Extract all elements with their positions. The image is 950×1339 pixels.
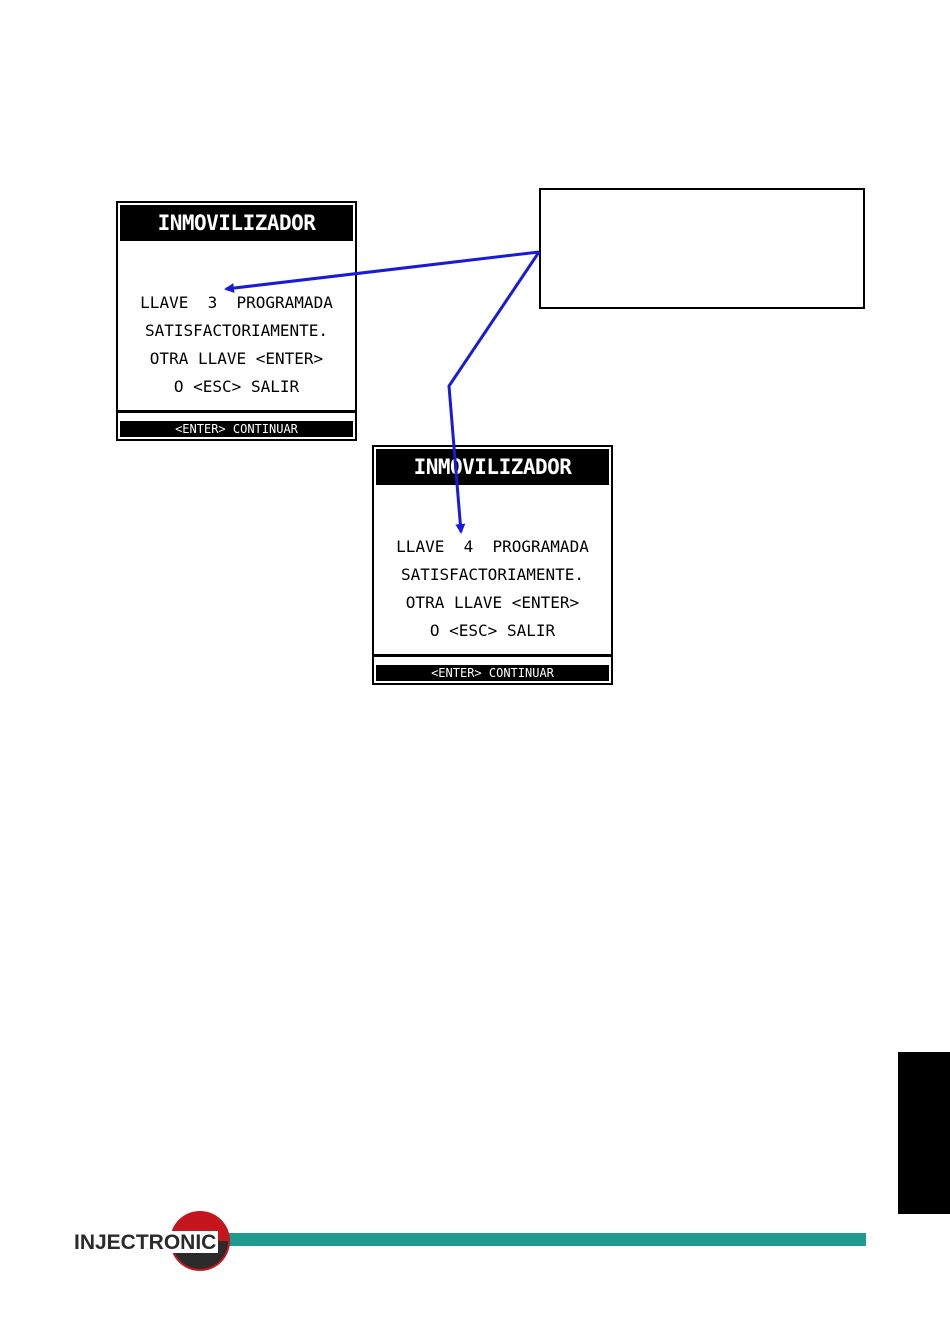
section-side-tab (898, 1052, 950, 1214)
arrow-to-llave-3 (226, 252, 539, 289)
screen-1-line-3: OTRA LLAVE <ENTER> (149, 349, 324, 368)
screen-2-line-2: SATISFACTORIAMENTE. (400, 565, 585, 584)
screen-2-line-1: LLAVE 4 PROGRAMADA (396, 537, 589, 556)
screen-2-line-4: O <ESC> SALIR (429, 621, 556, 640)
injectronic-logo (68, 1210, 238, 1272)
screen-1-line-2: SATISFACTORIAMENTE. (144, 321, 329, 340)
screen-1-line-1: LLAVE 3 PROGRAMADA (140, 293, 333, 312)
screen-1-line-4: O <ESC> SALIR (173, 377, 300, 396)
screen-2-title: INMOVILIZADOR (376, 449, 609, 485)
footer-rule (228, 1233, 866, 1246)
screen-2-line-3: OTRA LLAVE <ENTER> (405, 593, 580, 612)
logo-text: INJECTRONIC (74, 1231, 217, 1254)
screen-1-footer: <ENTER> CONTINUAR (120, 421, 353, 437)
arrow-to-llave-4 (449, 252, 539, 532)
screen-2-footer: <ENTER> CONTINUAR (376, 665, 609, 681)
screen-1-title: INMOVILIZADOR (120, 205, 353, 241)
